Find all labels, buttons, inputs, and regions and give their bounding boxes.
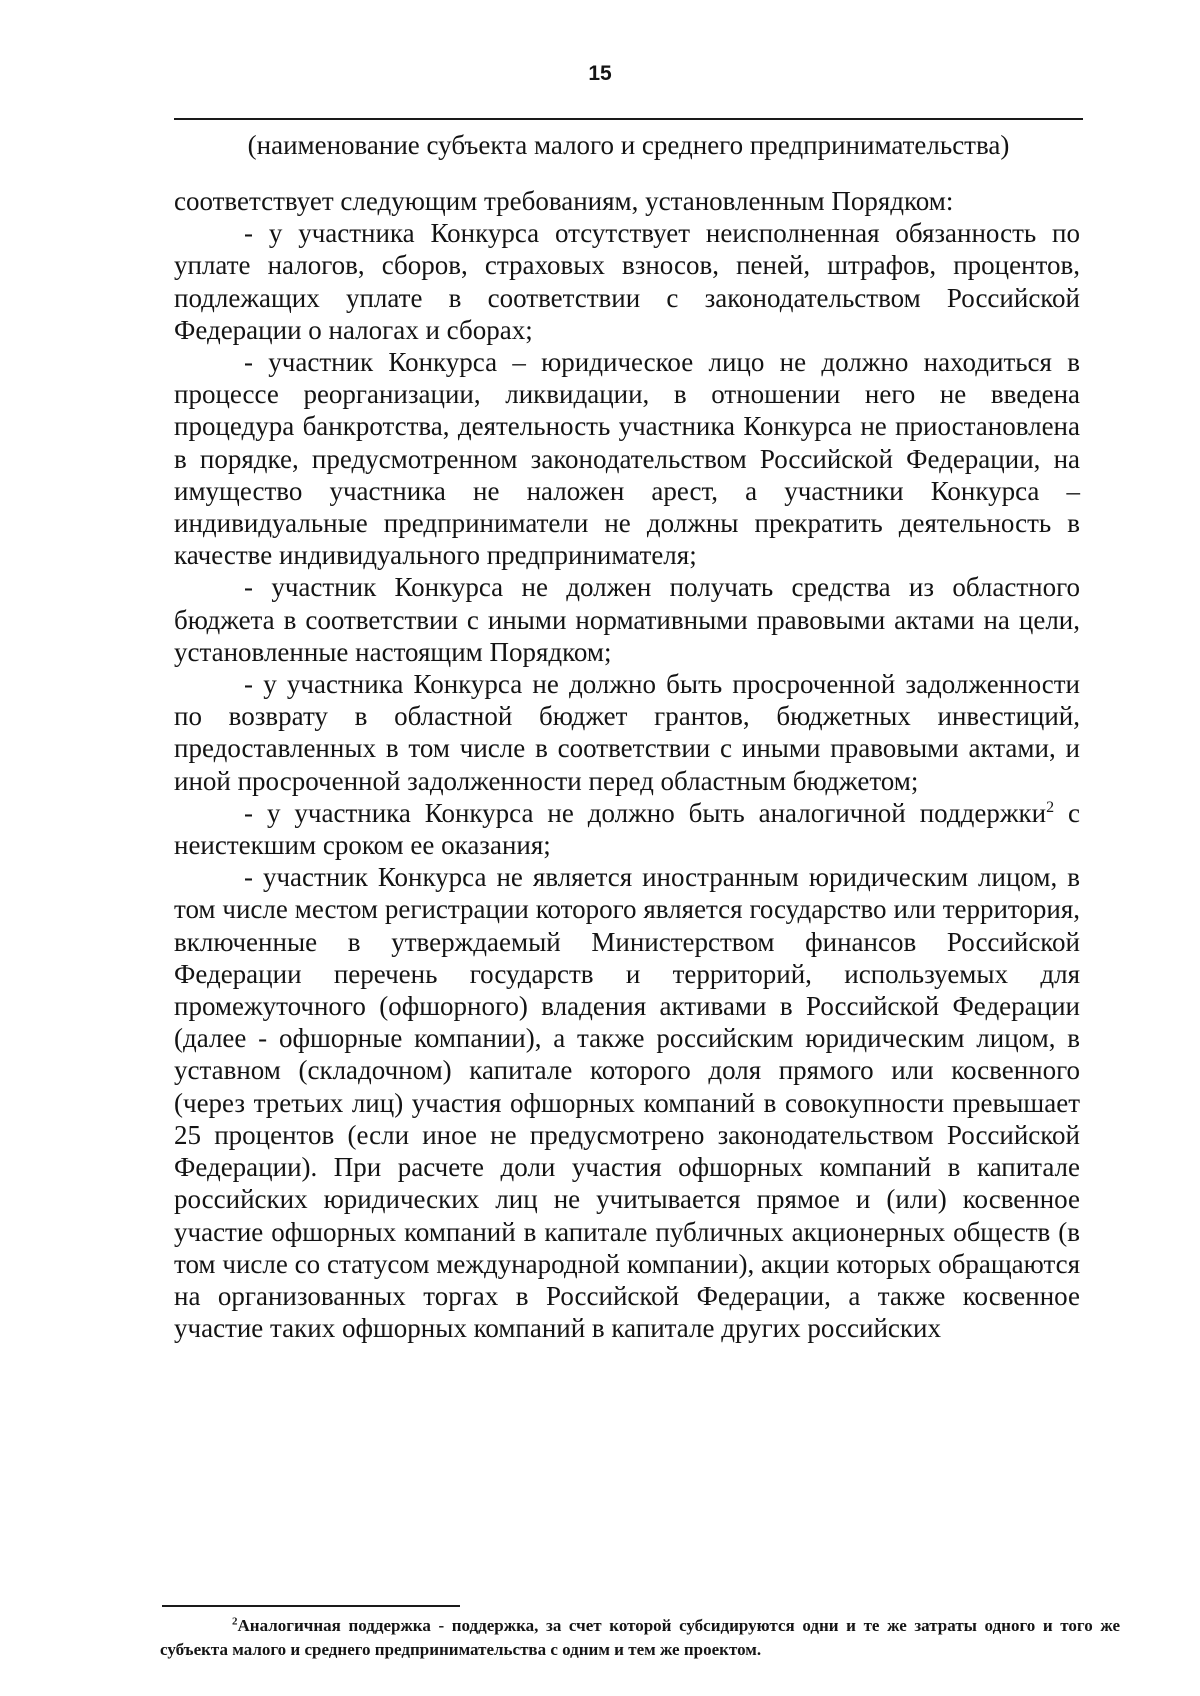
requirement-item-budget-funds: - участник Конкурса не должен получать средства из областного бюджета в соответствии с иными нормативными правовыми актами на цели, установленные настоящим Порядком;	[174, 572, 1080, 667]
similar-support-text: - у участника Конкурса не должно быть аналогичной поддержки	[244, 797, 1047, 828]
requirement-item-reorganization: - участник Конкурса – юридическое лицо не должно находиться в процессе реорганизации, ликвидации, в отношении него не введена процедура банкротства, деятельность участника Конкурса не приостановлена в порядке, предусмотренном законодательством Российской Федерации, на имущество участника не наложен арест, а участники Конкурса – индивидуальные предприниматели не должны прекратить деятельность в качестве индивидуального предпринимателя;	[174, 347, 1080, 571]
footnote	[160, 1614, 1120, 1662]
entity-name-caption: (наименование субъекта малого и среднего предпринимательства)	[247, 130, 1010, 160]
requirement-item-taxes: - у участника Конкурса отсутствует неисполненная обязанность по уплате налогов, сборов, страховых взносов, пеней, штрафов, процентов, подлежащих уплате в соответствии с законодательством Российской Федерации о налогах и сборах;	[174, 218, 1080, 345]
requirements-intro: соответствует следующим требованиям, установленным Порядком:	[174, 186, 954, 216]
caption-rule	[174, 118, 1083, 120]
requirement-item-offshore: - участник Конкурса не является иностранным юридическим лицом, в том числе местом регистрации которого является государство или территория, включенные в утверждаемый Министерством финансов Российской Федерации перечень государств и территорий, используемых для промежуточного (офшорного) владения активами в Российской Федерации (далее - офшорные компании), а также российским юридическим лицом, в уставном (складочном) капитале которого доля прямого или косвенного (через третьих лиц) участия офшорных компаний в совокупности превышает 25 процентов (если иное не предусмотрено законодательством Российской Федерации). При расчете доли участия офшорных компаний в капитале российских юридических лиц не учитывается прямое и (или) косвенное участие офшорных компаний в капитале публичных акционерных обществ (в том числе со статусом международной компании), акции которых обращаются на организованных торгах в Российской Федерации, а также косвенное участие таких офшорных компаний в капитале других российских	[174, 862, 1080, 1344]
footnote-reference: 2	[1046, 798, 1055, 816]
footnote-text: Аналогичная поддержка - поддержка, за счет которой субсидируются одни и те же затраты одного и того же субъекта малого и среднего предпринимательства с одним и тем же проектом.	[160, 1616, 1120, 1659]
document-body	[174, 185, 1080, 1344]
requirement-item-overdue-debt: - у участника Конкурса не должно быть просроченной задолженности по возврату в областной бюджет грантов, бюджетных инвестиций, предоставленных в том числе в соответствии с иными правовыми актами, и иной просроченной задолженности перед областным бюджетом;	[174, 669, 1080, 796]
footnote-marker: 2	[232, 1615, 238, 1628]
similar-support-text-end: с неистекшим сроком ее оказания;	[174, 797, 1080, 861]
requirement-item-similar-support	[174, 797, 1080, 861]
footnote-separator	[162, 1605, 460, 1607]
page-number: 15	[588, 62, 612, 85]
